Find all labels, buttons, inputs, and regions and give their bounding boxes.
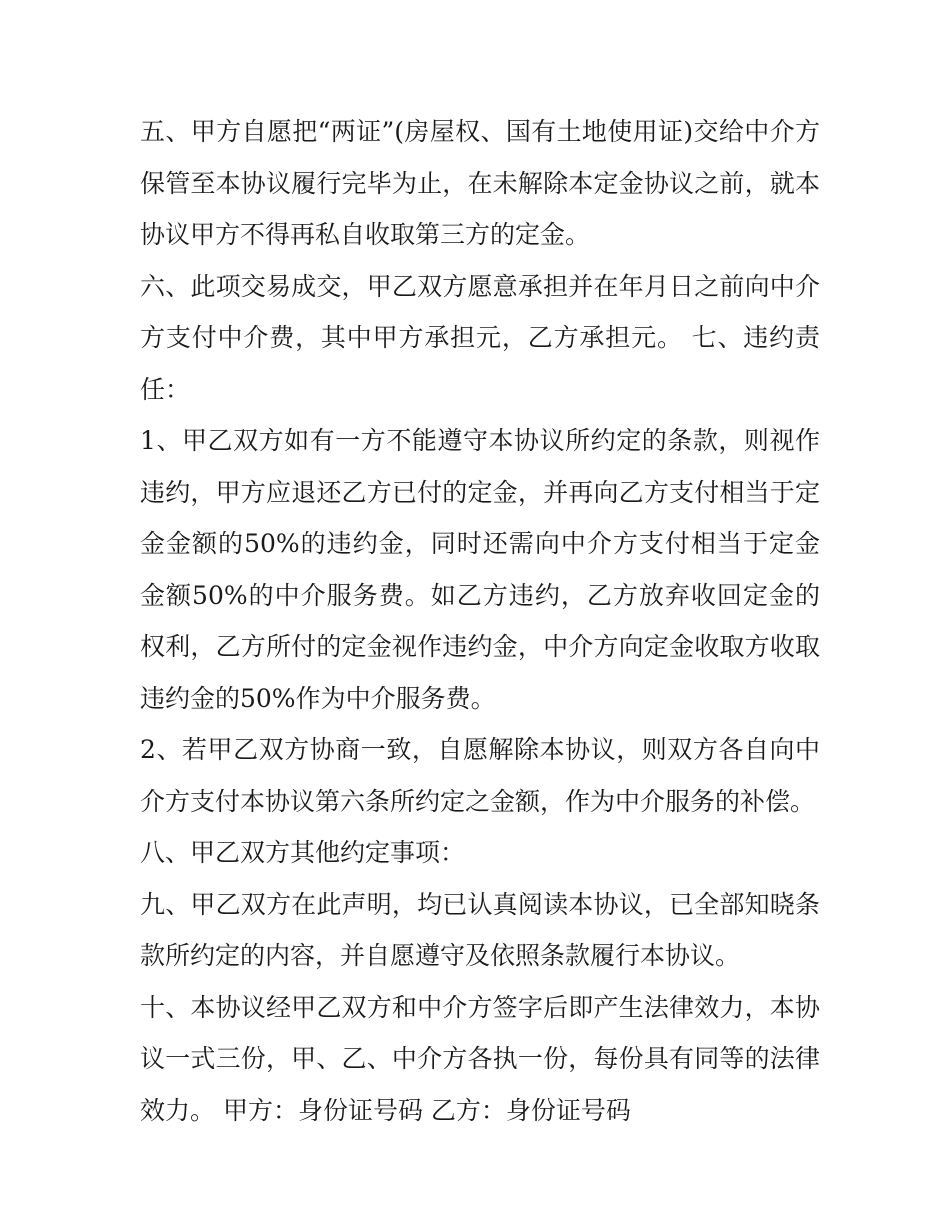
paragraph-clause-7-1: 1、甲乙双方如有一方不能遵守本协议所约定的条款，则视作违约，甲方应退还乙方已付的定金，并再向乙方支付相当于定金金额的50%的违约金，同时还需向中介方支付相当于定金金额50%的中介服务费。如乙方违约，乙方放弃收回定金的权利，乙方所付的定金视作违约金，中介方向定金收取方收取违约金的50%作为中介服务费。 [140, 426, 820, 713]
paragraph-clause-10: 十、本协议经甲乙双方和中介方签字后即产生法律效力，本协议一式三份，甲、乙、中介方各执一份，每份具有同等的法律效力。 甲方：身份证号码 乙方：身份证号码 [140, 992, 820, 1125]
paragraph-clause-7-2: 2、若甲乙双方协商一致，自愿解除本协议，则双方各自向中介方支付本协议第六条所约定之金额，作为中介服务的补偿。 [140, 735, 820, 816]
document-body [140, 106, 820, 1136]
paragraph-clause-9: 九、甲乙双方在此声明，均已认真阅读本协议，已全部知晓条款所约定的内容，并自愿遵守及依照条款履行本协议。 [140, 889, 820, 970]
paragraph-clause-5: 五、甲方自愿把“两证”(房屋权、国有土地使用证)交给中介方保管至本协议履行完毕为止，在未解除本定金协议之前，就本协议甲方不得再私自收取第三方的定金。 [140, 117, 820, 249]
paragraph-clause-8: 八、甲乙双方其他约定事项： [140, 838, 466, 867]
paragraph-clause-6-7: 六、此项交易成交，甲乙双方愿意承担并在年月日之前向中介方支付中介费，其中甲方承担元，乙方承担元。 七、违约责任： [140, 271, 820, 404]
